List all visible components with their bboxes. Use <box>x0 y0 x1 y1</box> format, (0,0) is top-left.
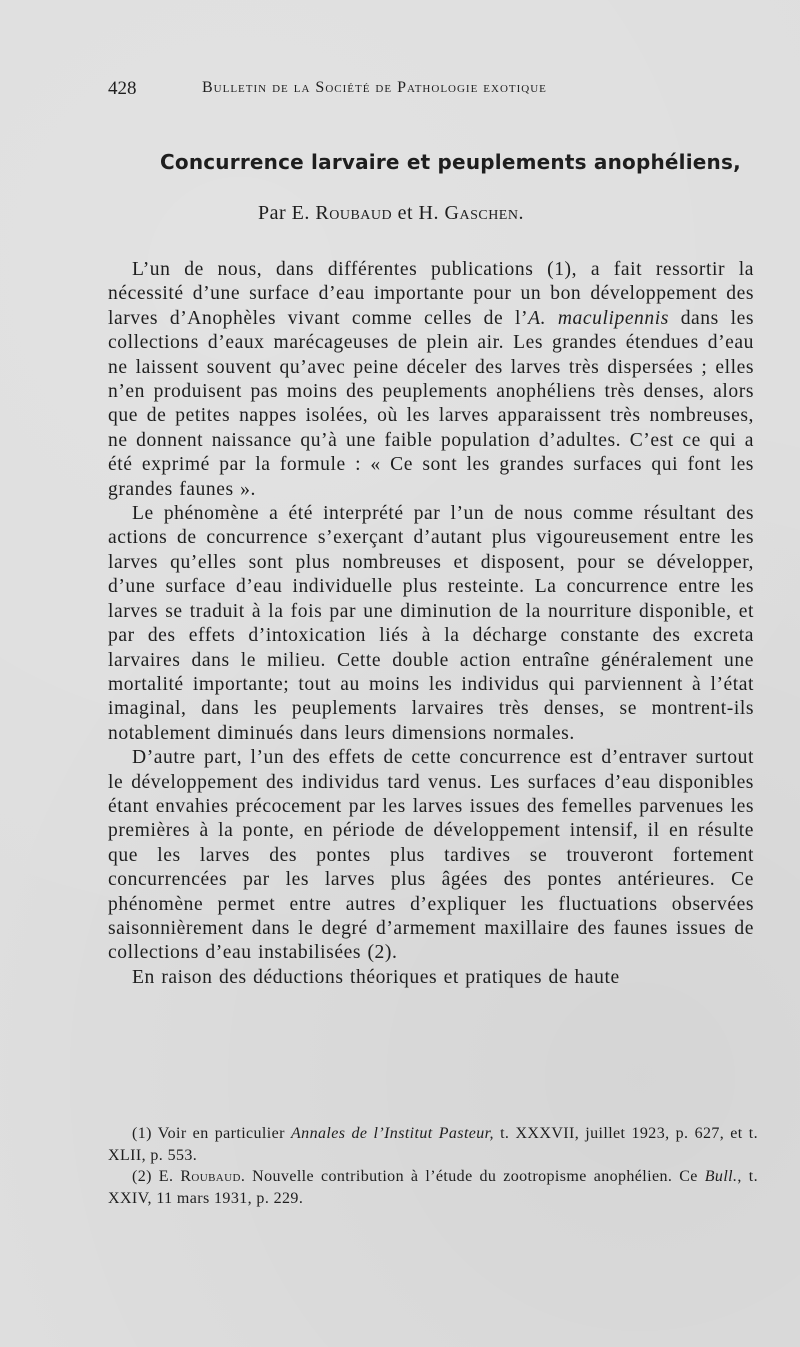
footnote-1-text-a: (1) Voir en particulier <box>132 1125 291 1142</box>
footnote-2-journal: Bull. <box>704 1168 738 1186</box>
byline <box>258 202 524 225</box>
footnote-2 <box>108 1166 758 1209</box>
footnote-1-journal: Annales de l’Institut Pasteur, <box>291 1125 494 1142</box>
byline-middle: et H. <box>397 202 440 224</box>
page-number: 428 <box>108 78 137 99</box>
byline-prefix: Par E. <box>258 202 310 224</box>
running-head <box>108 78 700 102</box>
article-title: Concurrence larvaire et peuplements anophéliens, <box>160 150 741 174</box>
byline-suffix: . <box>518 202 524 224</box>
article-body <box>108 258 754 990</box>
footnote-2-author: Roubaud <box>180 1168 241 1186</box>
paragraph-1-text-b: dans les collections d’eaux marécageuses de plein air. Les grandes étendues d’eau ne laissent souvent qu’avec peine déceler des larves très dispersées ; elles n’en produisent pas moins des peuplements anophéliens très denses, alors que de petites nappes isolées, où les larves apparaissent très nombreuses, ne donnent naissance qu’à une faible population d’adultes. C’est ce qui a été exprimé par la formule : « Ce sont les grandes surfaces qui font les grandes faunes ». <box>108 307 754 500</box>
footnote-2-text-a: (2) E. <box>132 1168 181 1186</box>
footnote-2-text-c: , t. XXIV, 11 mars 1931, p. 229. <box>108 1168 759 1207</box>
footnote-2-text-b: . Nouvelle contribution à l’étude du zootropisme anophélien. Ce <box>240 1168 705 1186</box>
paragraph-3: D’autre part, l’un des effets de cette concurrence est d’entraver surtout le développement des individus tard venus. Les surfaces d’eau disponibles étant envahies précocement par les larves issues des femelles parvenues les premières à la ponte, en période de développement intensif, il en résulte que les larves des pontes plus tardives se trouveront fortement concurrencées par les larves plus âgées des pontes antérieures. Ce phénomène permet entre autres d’expliquer les fluctuations observées saisonnièrement dans le degré d’armement maxillaire des faunes issues de collections d’eau instabilisées (2). <box>108 747 754 964</box>
paragraph-1 <box>108 258 754 502</box>
species-name: A. maculipennis <box>528 307 669 329</box>
paragraph-2: Le phénomène a été interprété par l’un de nous comme résultant des actions de concurrence s’exerçant d’autant plus vigoureusement entre les larves qu’elles sont plus nombreuses et disposent, pour se développer, d’une surface d’eau individuelle plus resteinte. La concurrence entre les larves se traduit à la fois par une diminution de la nourriture disponible, et par des effets d’intoxication liés à la décharge constante des excreta larvaires dans le milieu. Cette double action entraîne généralement une mortalité importante; tout au moins les individus qui parviennent à l’état imaginal, dans les peuplements larvaires très denses, se montrent-ils notablement diminués dans leurs dimensions normales. <box>108 503 754 744</box>
footnote-1-text-b: t. XXXVII, juillet 1923, p. 627, et t. XLII, p. 553. <box>108 1125 759 1164</box>
footnotes <box>108 1123 758 1209</box>
paragraph-4: En raison des déductions théoriques et pratiques de haute <box>132 966 620 988</box>
paragraph-1-text-a: L’un de nous, dans différentes publications (1), a fait ressortir la nécessité d’une surface d’eau importante pour un bon développement des larves d’Anophèles vivant comme celles de l’ <box>108 259 754 329</box>
author-roubaud: Roubaud <box>315 202 393 224</box>
author-gaschen: Gaschen <box>444 202 519 224</box>
footnote-1 <box>108 1123 758 1166</box>
journal-title: Bulletin de la Société de Pathologie exotique <box>202 79 547 96</box>
